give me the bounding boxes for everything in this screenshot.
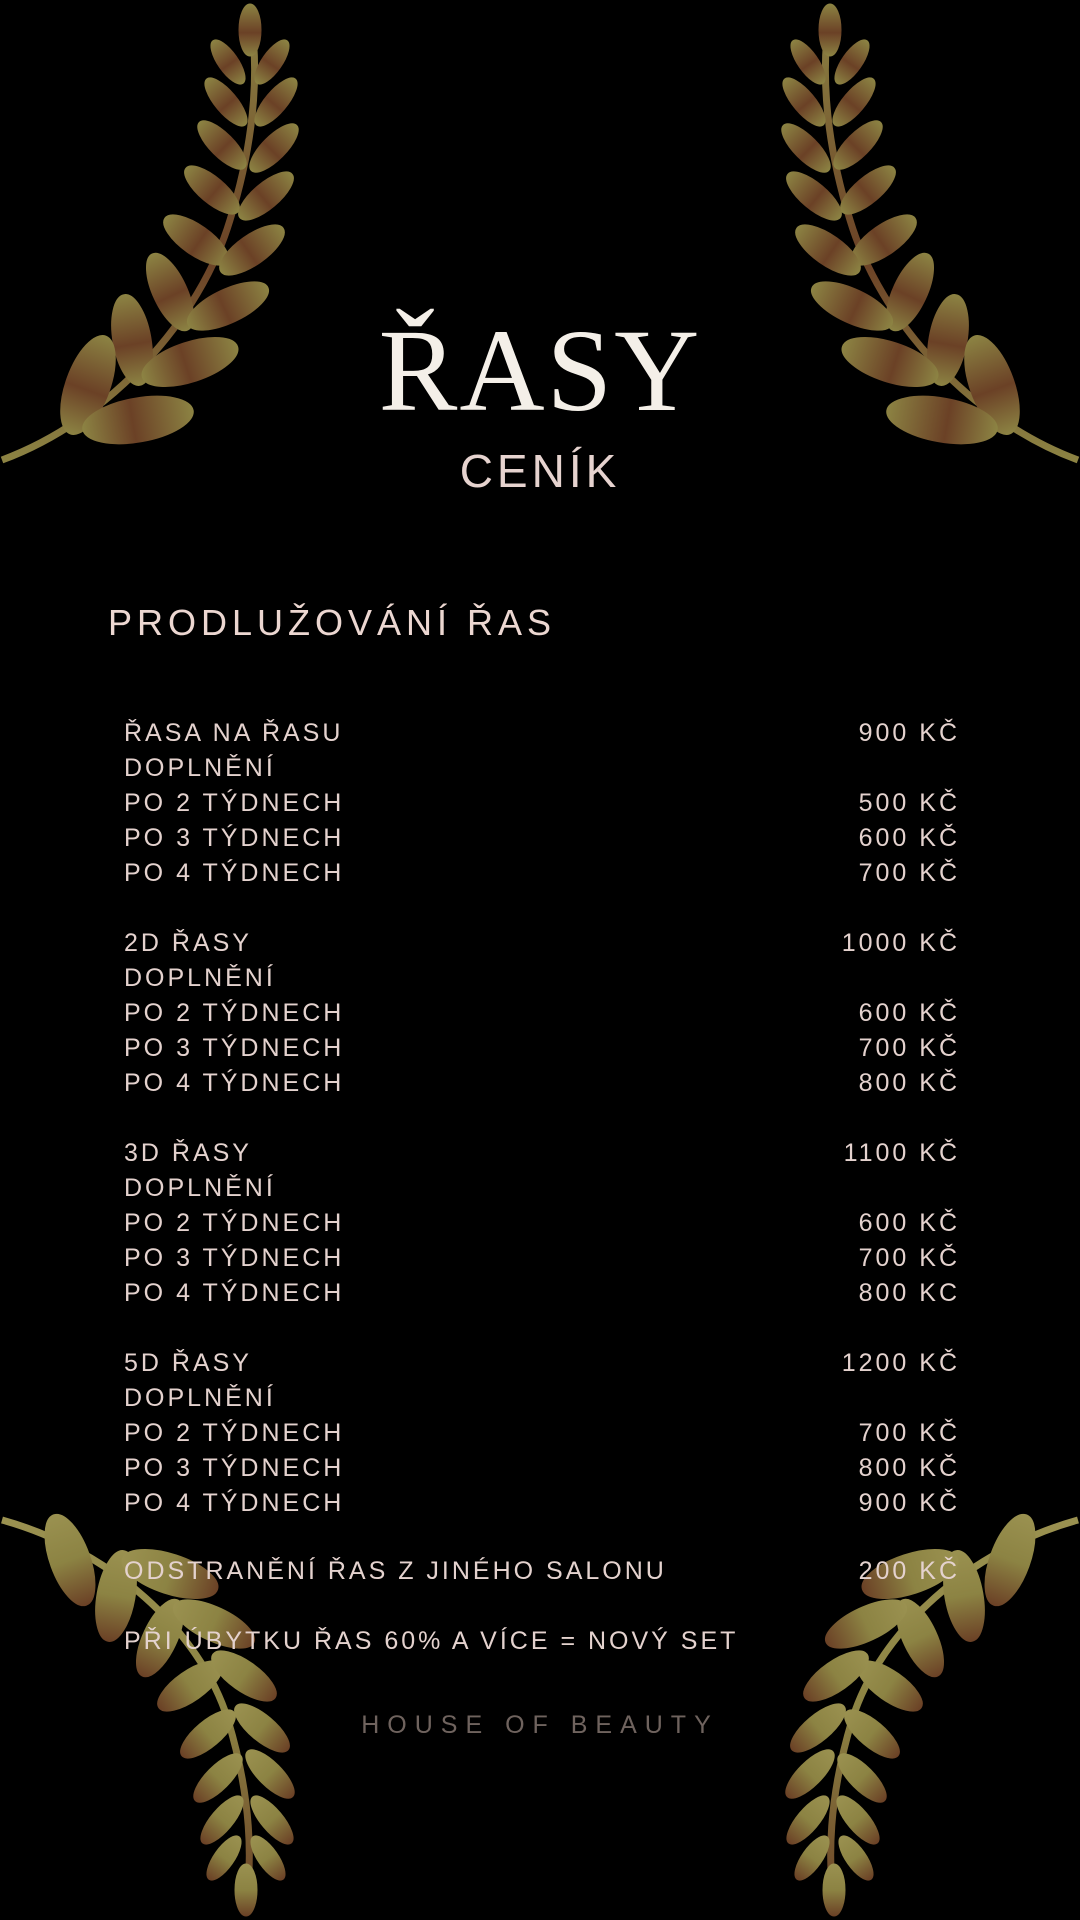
service-label: PO 2 TÝDNECH [124,999,345,1027]
price-row [124,1276,960,1311]
new-set-note: PŘI ÚBYTKU ŘAS 60% A VÍCE = NOVÝ SET [124,1627,739,1655]
price-row [124,996,960,1031]
price-row [124,926,960,961]
service-price: 700 KČ [858,1034,960,1062]
service-label: DOPLNĚNÍ [124,1384,276,1412]
page-subtitle: CENÍK [459,445,621,497]
price-row [124,1031,960,1066]
service-label: PO 4 TÝDNECH [124,1489,345,1517]
service-label: 5D ŘASY [124,1349,252,1377]
service-price: 1000 KČ [841,929,960,957]
price-row [124,1066,960,1101]
price-row [124,786,960,821]
service-label: DOPLNĚNÍ [124,964,276,992]
service-label: 2D ŘASY [124,929,252,957]
service-price: 500 KČ [858,789,960,817]
service-price: 1200 KČ [841,1349,960,1377]
price-row [124,1451,960,1486]
service-label: PO 2 TÝDNECH [124,1419,345,1447]
removal-price: 200 KČ [858,1557,960,1585]
service-label: DOPLNĚNÍ [124,1174,276,1202]
price-group [124,716,960,891]
price-list [124,716,960,1556]
service-label: PO 2 TÝDNECH [124,789,345,817]
price-row [124,821,960,856]
price-row [124,1416,960,1451]
service-label: PO 4 TÝDNECH [124,859,345,887]
service-label: PO 2 TÝDNECH [124,1209,345,1237]
removal-row [124,1554,960,1589]
price-group [124,1136,960,1311]
price-group [124,1346,960,1521]
service-label: PO 3 TÝDNECH [124,1034,345,1062]
service-price: 700 KČ [858,1244,960,1272]
price-row [124,856,960,891]
service-price: 700 KČ [858,1419,960,1447]
price-row [124,1486,960,1521]
price-row [124,1241,960,1276]
service-label: PO 3 TÝDNECH [124,824,345,852]
service-price: 800 KČ [858,1069,960,1097]
price-row [124,751,960,786]
service-price: 700 KČ [858,859,960,887]
service-price: 900 KČ [858,1489,960,1517]
service-label: PO 3 TÝDNECH [124,1244,345,1272]
service-label: PO 4 TÝDNECH [124,1069,345,1097]
service-price: 600 KČ [858,824,960,852]
service-label: PO 4 TÝDNECH [124,1279,345,1307]
price-row [124,1381,960,1416]
price-row [124,1346,960,1381]
service-label: PO 3 TÝDNECH [124,1454,345,1482]
service-label: 3D ŘASY [124,1139,252,1167]
brand-footer: HOUSE OF BEAUTY [361,1711,719,1739]
price-row [124,1171,960,1206]
note-row [124,1624,960,1659]
service-price: 600 KČ [858,1209,960,1237]
price-group [124,926,960,1101]
service-label: ŘASA NA ŘASU [124,719,344,747]
price-row [124,1206,960,1241]
price-row [124,716,960,751]
service-price: 600 KČ [858,999,960,1027]
service-price: 1100 KČ [843,1139,960,1167]
page-title: ŘASY [378,305,702,436]
price-row [124,1136,960,1171]
service-label: DOPLNĚNÍ [124,754,276,782]
service-price: 900 KČ [858,719,960,747]
section-heading: PRODLUŽOVÁNÍ ŘAS [108,602,557,643]
service-price: 800 KČ [858,1454,960,1482]
service-price: 800 KC [858,1279,960,1307]
price-row [124,961,960,996]
removal-label: ODSTRANĚNÍ ŘAS Z JINÉHO SALONU [124,1557,667,1585]
